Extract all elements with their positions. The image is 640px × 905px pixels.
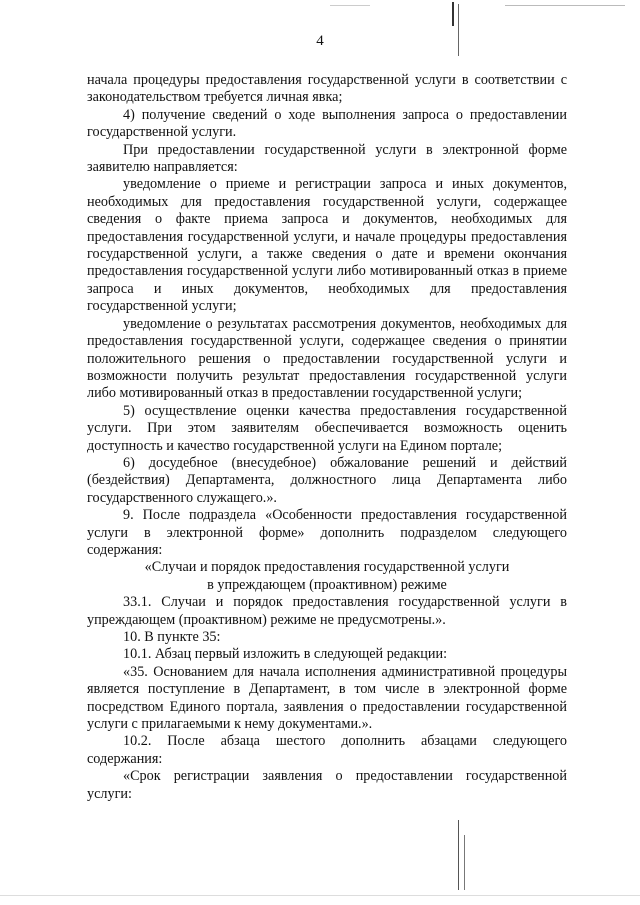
scan-artifact bbox=[458, 820, 459, 890]
paragraph: 10.1. Абзац первый изложить в следующей редакции: bbox=[123, 646, 448, 663]
paragraph: 10.2. После абзаца шестого дополнить абзацами следующего содержания: bbox=[87, 733, 567, 767]
section-heading-line: в упреждающем (проактивном) режиме bbox=[207, 576, 447, 593]
scan-artifact bbox=[464, 835, 465, 890]
scan-artifact bbox=[0, 895, 640, 896]
paragraph: 10. В пункте 35: bbox=[123, 629, 221, 645]
paragraph: 5) осуществление оценки качества предоставления государственной услуги. При этом заявителям обеспечивается возможность оценить доступность и качество государственной услуги на Едином портале; bbox=[87, 402, 567, 454]
document-body bbox=[87, 72, 567, 803]
paragraph: 9. После подраздела «Особенности предоставления государственной услуги в электронной форме» дополнить подразделом следующего содержания: bbox=[87, 507, 567, 558]
section-heading-line: «Случаи и порядок предоставления государственной услуги bbox=[144, 559, 510, 576]
paragraph: уведомление о результатах рассмотрения документов, необходимых для предоставления государственной услуги, содержащее сведения о принятии положительного решения о предоставлении государственной услуги и возможности получить результат предоставления государственной услуги либо мотивированный отказ в предоставлении государственной услуги; bbox=[87, 315, 567, 402]
paragraph: 6) досудебное (внесудебное) обжалование решений и действий (бездействия) Департамента, должностного лица Департамента либо государственного служащего.». bbox=[87, 454, 567, 506]
scan-artifact bbox=[452, 2, 454, 26]
paragraph: уведомление о приеме и регистрации запроса и иных документов, необходимых для предоставления государственной услуги, содержащее сведения о факте приема запроса и документов, необходимых для предоставления государственной услуги, и начале процедуры предоставления государственной услуги, а также сведения о дате и времени окончания предоставления государственной услуги либо мотивированный отказ в приеме запроса и иных документов, необходимых для предоставления государственной услуги; bbox=[87, 176, 567, 315]
paragraph: 4) получение сведений о ходе выполнения запроса о предоставлении государственной услуги. bbox=[87, 106, 567, 141]
scan-artifact bbox=[458, 4, 459, 56]
paragraph: начала процедуры предоставления государственной услуги в соответствии с законодательством требуется личная явка; bbox=[87, 72, 567, 106]
scan-artifact bbox=[505, 5, 625, 6]
page-number: 4 bbox=[316, 33, 324, 49]
paragraph: 33.1. Случаи и порядок предоставления государственной услуги в упреждающем (проактивном) режиме не предусмотрены.». bbox=[87, 594, 567, 628]
paragraph: «Срок регистрации заявления о предоставлении государственной услуги: bbox=[87, 768, 567, 802]
paragraph: При предоставлении государственной услуги в электронной форме заявителю направляется: bbox=[87, 141, 567, 176]
paragraph: «35. Основанием для начала исполнения административной процедуры является поступление в Департамент, в том числе в электронной форме посредством Единого портала, заявления о предоставлении государственной услуги с прилагаемыми к нему документами.». bbox=[87, 663, 567, 733]
scan-artifact bbox=[330, 5, 370, 6]
